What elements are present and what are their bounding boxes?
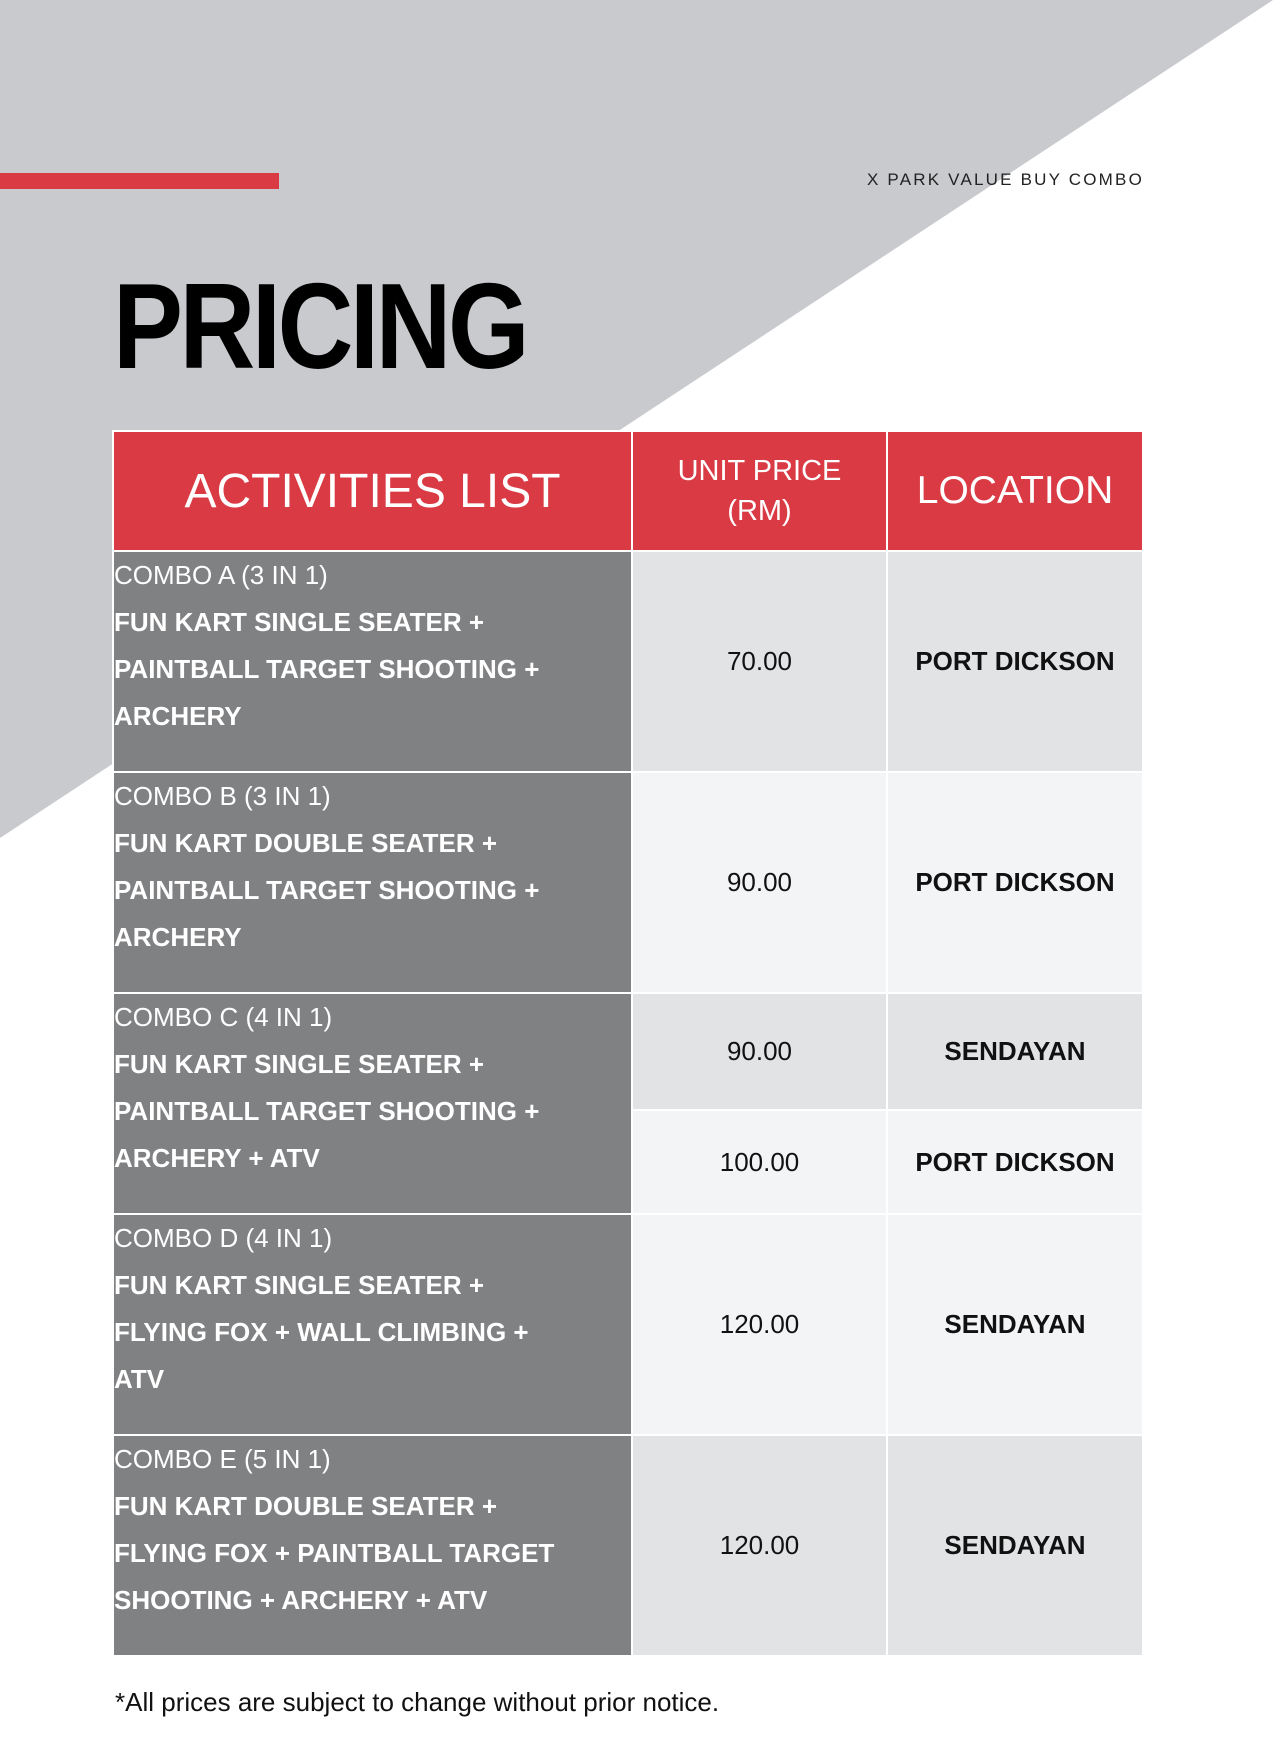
header-unit-price-line1: UNIT PRICE — [677, 455, 842, 487]
combo-a-location: PORT DICKSON — [887, 551, 1143, 772]
combo-title: COMBO E (5 IN 1) — [114, 1444, 331, 1474]
combo-line: FUN KART DOUBLE SEATER + — [114, 1491, 498, 1521]
page-subtitle: X PARK VALUE BUY COMBO — [866, 170, 1144, 189]
combo-d-price: 120.00 — [632, 1214, 887, 1435]
combo-e-price: 120.00 — [632, 1435, 887, 1656]
combo-title: COMBO B (3 IN 1) — [114, 781, 331, 811]
accent-bar — [0, 173, 279, 189]
footer-note: *All prices are subject to change without prior notice. — [115, 1687, 720, 1717]
combo-line: FLYING FOX + PAINTBALL TARGET — [114, 1538, 555, 1568]
combo-line: FUN KART SINGLE SEATER + — [114, 607, 485, 637]
combo-line: PAINTBALL TARGET SHOOTING + — [114, 1096, 540, 1126]
combo-line: SHOOTING + ARCHERY + ATV — [114, 1585, 488, 1615]
combo-b-activities — [113, 772, 632, 993]
combo-line: ARCHERY + ATV — [114, 1143, 320, 1173]
combo-title: COMBO D (4 IN 1) — [114, 1223, 333, 1253]
combo-c-activities — [113, 993, 632, 1214]
table-row — [113, 1435, 1143, 1656]
combo-line: FUN KART SINGLE SEATER + — [114, 1049, 485, 1079]
table-row — [113, 993, 1143, 1110]
combo-c-price-1: 90.00 — [632, 993, 887, 1110]
table-row — [113, 1214, 1143, 1435]
combo-a-activities — [113, 551, 632, 772]
combo-d-location: SENDAYAN — [887, 1214, 1143, 1435]
combo-line: FLYING FOX + WALL CLIMBING + — [114, 1317, 529, 1347]
combo-d-activities — [113, 1214, 632, 1435]
combo-line: ATV — [114, 1364, 165, 1394]
combo-b-location: PORT DICKSON — [887, 772, 1143, 993]
header-location: LOCATION — [887, 431, 1143, 551]
header-activities-list: ACTIVITIES LIST — [113, 431, 632, 551]
combo-title: COMBO C (4 IN 1) — [114, 1002, 333, 1032]
pricing-table — [112, 430, 1144, 1657]
table-header-row — [113, 431, 1143, 551]
page-title: PRICING — [113, 258, 527, 394]
table-row — [113, 551, 1143, 772]
combo-line: PAINTBALL TARGET SHOOTING + — [114, 654, 540, 684]
combo-b-price: 90.00 — [632, 772, 887, 993]
combo-c-location-1: SENDAYAN — [887, 993, 1143, 1110]
combo-line: PAINTBALL TARGET SHOOTING + — [114, 875, 540, 905]
header-unit-price — [632, 431, 887, 551]
combo-title: COMBO A (3 IN 1) — [114, 560, 328, 590]
combo-line: FUN KART SINGLE SEATER + — [114, 1270, 485, 1300]
combo-c-price-2: 100.00 — [632, 1110, 887, 1214]
combo-line: FUN KART DOUBLE SEATER + — [114, 828, 498, 858]
combo-a-price: 70.00 — [632, 551, 887, 772]
combo-line: ARCHERY — [114, 922, 242, 952]
header-unit-price-line2: (RM) — [727, 495, 792, 527]
table-row — [113, 772, 1143, 993]
combo-e-activities — [113, 1435, 632, 1656]
combo-line: ARCHERY — [114, 701, 242, 731]
combo-c-location-2: PORT DICKSON — [887, 1110, 1143, 1214]
combo-e-location: SENDAYAN — [887, 1435, 1143, 1656]
